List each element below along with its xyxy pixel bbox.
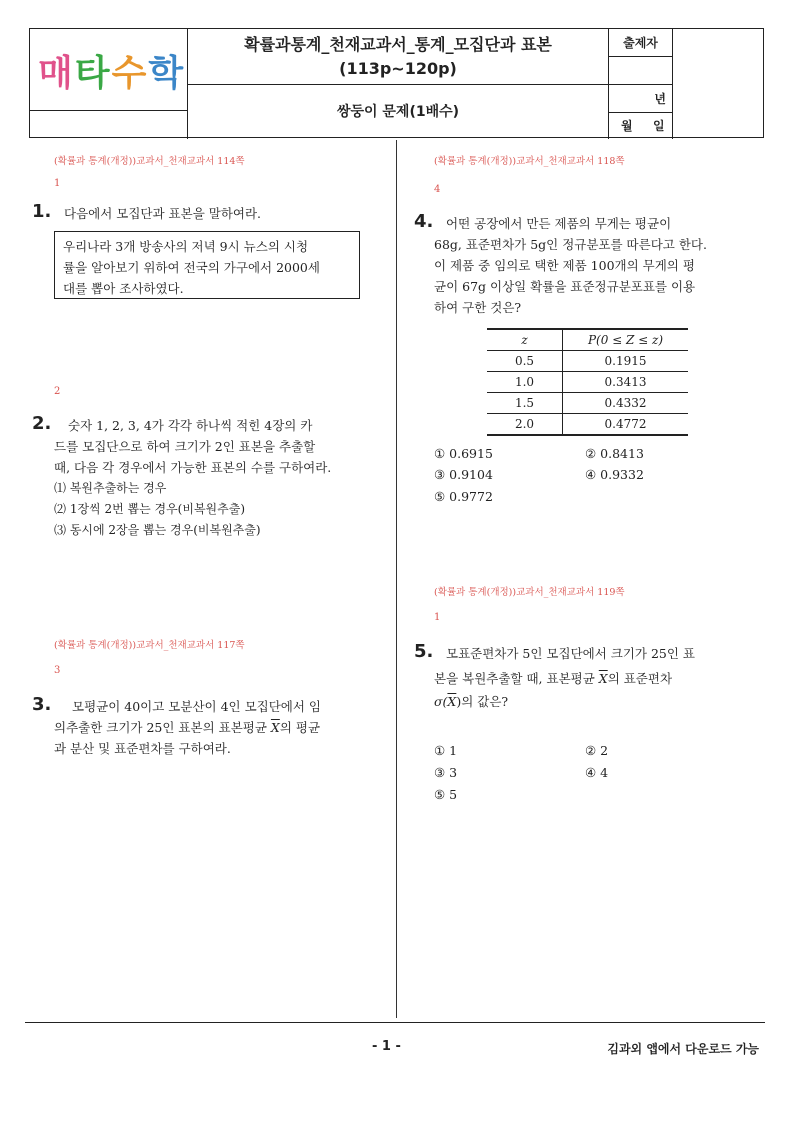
q5-line2: 본을 복원추출할 때, 표본평균 $\overline{X}$의 표준편차 [434,671,673,686]
q5-xbar: $\overline{X}$ [598,671,608,686]
q4-line5: 하여 구한 것은? [434,300,522,315]
q5-text [434,643,746,712]
year-label: 년 [609,85,673,113]
q5-xbar-sigma: $\overline{X}$ [447,694,457,709]
q5-line1: 모표준편차가 5인 모집단에서 크기가 25인 표 [446,646,696,661]
author-label: 출제자 [609,29,673,57]
q4-option-2[interactable]: ② 0.8413 [585,446,644,461]
q4-number: 4. [414,211,434,232]
q3-source: (확률과 통계(개정))교과서_천재교과서 117쪽 [54,640,245,651]
q5-option-1[interactable]: ① 1 [434,743,458,758]
q1-number: 1. [32,201,52,222]
q1-box-line2: 률을 알아보기 위하여 전국의 가구에서 2000세 [63,260,320,275]
page-number: - 1 - [372,1039,401,1054]
z-table-head-p: P(0 ≤ Z ≤ z) [563,329,689,351]
footer-note: 김과외 앱에서 다운로드 가능 [607,1042,759,1056]
q2-line2: 드를 모집단으로 하여 크기가 2인 표본을 추출할 [54,439,316,454]
header-table [29,28,764,138]
q1-box [54,231,360,299]
logo-bottom-cell [30,111,188,139]
q4-text [434,213,746,318]
q5-source: (확률과 통계(개정))교과서_천재교과서 119쪽 [434,587,625,598]
q3-line3: 과 분산 및 표준편차를 구하여라. [54,741,231,756]
z-table-head-z: z [487,329,563,351]
q4-option-4[interactable]: ④ 0.9332 [585,467,644,482]
subtitle: 쌍둥이 문제(1배수) [188,85,609,139]
column-divider [396,140,397,1018]
title-line1: 확률과통계_천재교과서_통계_모집단과 표본 [244,35,552,54]
month-label: 월 [621,119,633,133]
q3-xbar: $\overline{X}$ [270,720,280,735]
q1-text: 다음에서 모집단과 표본을 말하여라. [64,206,262,221]
q4-source: (확률과 통계(개정))교과서_천재교과서 118쪽 [434,156,625,167]
q2-text [54,415,364,541]
q5-small-number: 1 [434,612,441,623]
q1-box-line1: 우리나라 3개 방송사의 저녁 9시 뉴스의 시청 [63,239,309,254]
q4-option-3[interactable]: ③ 0.9104 [434,467,493,482]
author-value [609,57,673,85]
q2-small-number: 2 [54,386,61,397]
q5-option-5[interactable]: ⑤ 5 [434,787,458,802]
footer-divider [25,1022,765,1023]
q4-small-number: 4 [434,184,441,195]
day-label: 일 [653,119,665,133]
q3-line2: 의추출한 크기가 25인 표본의 표본평균 $\overline{X}$의 평균 [54,720,321,735]
q3-text [54,696,364,759]
table-row: 1.0 0.3413 [487,372,688,393]
logo: 매타수학 [38,53,186,94]
q4-option-1[interactable]: ① 0.6915 [434,446,493,461]
q3-small-number: 3 [54,665,61,676]
q2-line3: 때, 다음 각 경우에서 가능한 표본의 수를 구하여라. [54,460,332,475]
q2-sub3: ⑶ 동시에 2장을 뽑는 경우(비복원추출) [54,523,261,537]
q1-source: (확률과 통계(개정))교과서_천재교과서 114쪽 [54,156,245,167]
title-line2: (113p~120p) [339,59,457,78]
q3-line1: 모평균이 40이고 모분산이 4인 모집단에서 임 [72,699,322,714]
z-table-header [487,329,688,351]
q4-line1: 어떤 공장에서 만든 제품의 무게는 평균이 [446,216,672,231]
q5-line3: $\sigma(\overline{X})$의 값은? [434,694,509,709]
q2-sub1: ⑴ 복원추출하는 경우 [54,481,167,495]
q3-number: 3. [32,694,52,715]
table-row: 1.5 0.4332 [487,393,688,414]
q4-option-5[interactable]: ⑤ 0.9772 [434,489,493,504]
q4-line4: 균이 67g 이상일 확률을 표준정규분포표를 이용 [434,279,696,294]
q5-number: 5. [414,641,434,662]
q5-option-4[interactable]: ④ 4 [585,765,609,780]
logo-cell [30,29,188,111]
table-row: 2.0 0.4772 [487,414,688,436]
q4-line3: 이 제품 중 임의로 택한 제품 100개의 무게의 평 [434,258,695,273]
q5-option-2[interactable]: ② 2 [585,743,609,758]
title-cell [188,29,609,85]
table-row: 0.5 0.1915 [487,351,688,372]
q1-box-line3: 대를 뽑아 조사하였다. [63,281,184,296]
q2-number: 2. [32,413,52,434]
date-cell [609,113,673,139]
q5-option-3[interactable]: ③ 3 [434,765,458,780]
q2-sub2: ⑵ 1장씩 2번 뽑는 경우(비복원추출) [54,502,245,516]
z-table [487,328,688,436]
q2-line1: 숫자 1, 2, 3, 4가 각각 하나씩 적힌 4장의 카 [68,418,313,433]
q4-line2: 68g, 표준편차가 5g인 정규분포를 따른다고 한다. [434,237,707,252]
q1-small-number: 1 [54,178,61,189]
